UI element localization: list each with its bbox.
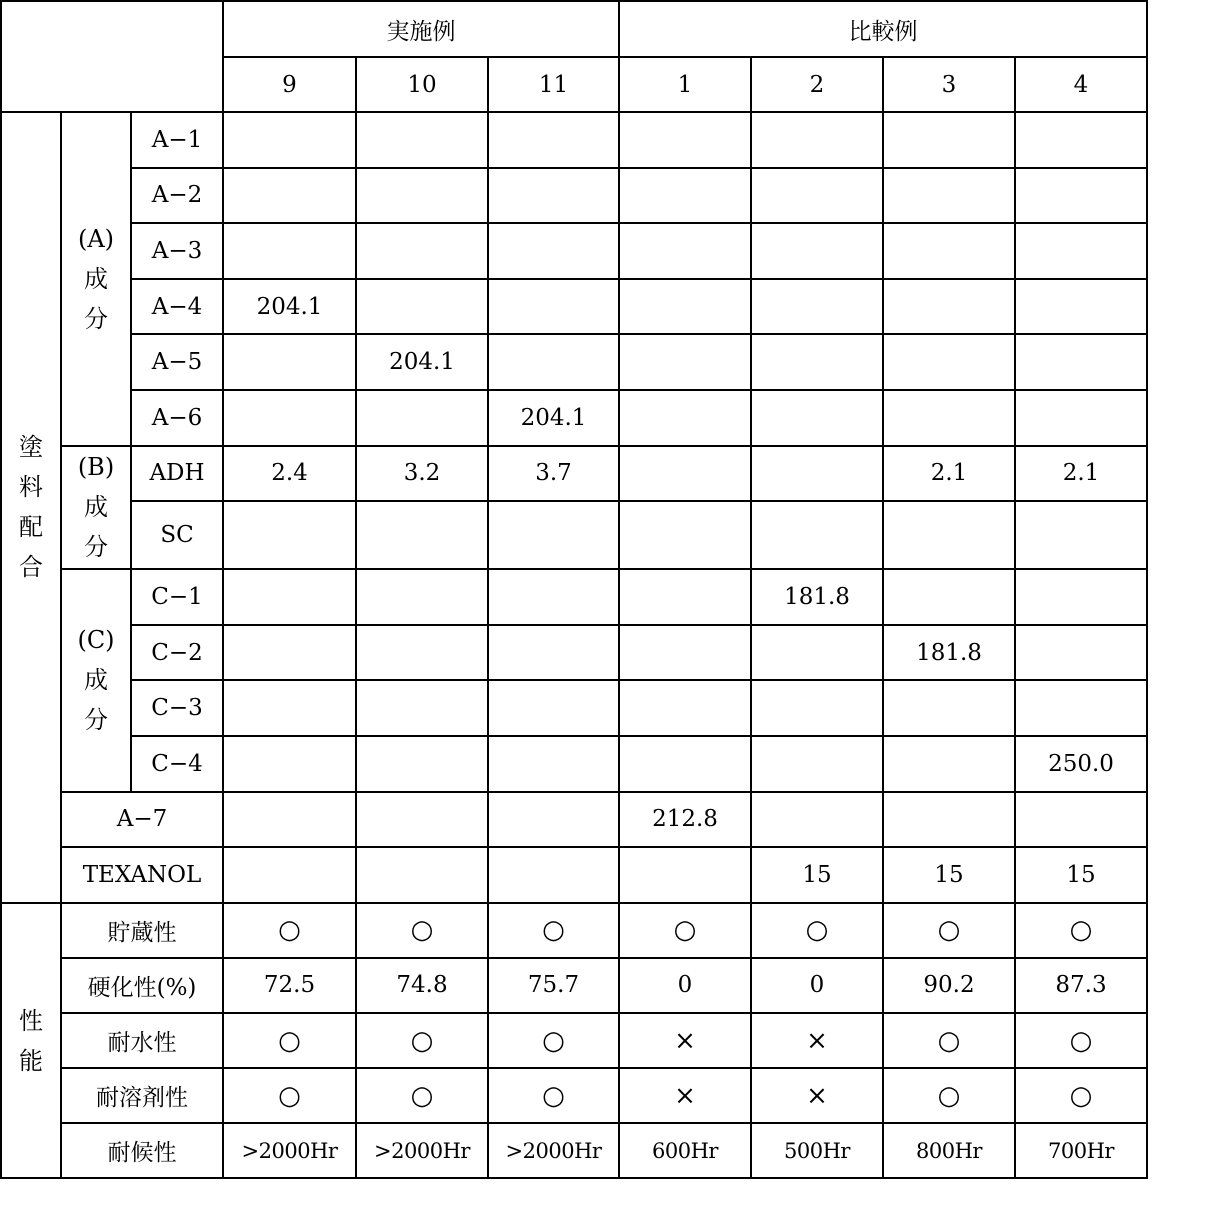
table-row	[1, 1013, 1147, 1068]
table-cell	[488, 334, 619, 390]
table-cell: ○	[883, 1013, 1015, 1068]
table-row	[1, 334, 1147, 390]
table-cell	[488, 112, 619, 168]
row-label: A−5	[131, 334, 223, 390]
table-row	[1, 1123, 1147, 1178]
row-label: C−2	[131, 625, 223, 681]
table-cell	[1015, 223, 1147, 279]
table-cell: ×	[619, 1068, 751, 1123]
table-cell	[488, 569, 619, 625]
table-row	[1, 903, 1147, 958]
row-label: A−1	[131, 112, 223, 168]
table-cell: ○	[223, 1013, 356, 1068]
table-cell	[223, 112, 356, 168]
table-cell	[751, 279, 883, 335]
table-cell: ○	[356, 1068, 488, 1123]
component-group-label: (B) 成 分	[61, 446, 131, 570]
table-cell: 87.3	[1015, 958, 1147, 1013]
table-row	[1, 223, 1147, 279]
table-cell	[1015, 569, 1147, 625]
table-cell	[619, 334, 751, 390]
column-header: 4	[1015, 57, 1147, 112]
table-cell	[883, 223, 1015, 279]
table-cell: 212.8	[619, 792, 751, 848]
table-cell	[223, 680, 356, 736]
table-cell: ○	[223, 903, 356, 958]
table-cell	[883, 279, 1015, 335]
table-cell: ○	[488, 1068, 619, 1123]
table-cell: 15	[1015, 847, 1147, 903]
table-cell	[1015, 501, 1147, 569]
table-cell: ○	[488, 1013, 619, 1068]
table-cell: 15	[883, 847, 1015, 903]
table-cell	[619, 569, 751, 625]
table-cell	[488, 680, 619, 736]
table-cell	[751, 112, 883, 168]
table-cell	[356, 501, 488, 569]
row-label: 耐溶剤性	[61, 1068, 223, 1123]
table-cell	[223, 792, 356, 848]
table-cell	[883, 112, 1015, 168]
table-cell	[883, 736, 1015, 792]
table-cell	[488, 792, 619, 848]
table-cell: 500Hr	[751, 1123, 883, 1178]
table-cell: ○	[1015, 1013, 1147, 1068]
row-label: A−6	[131, 390, 223, 446]
table-cell	[619, 501, 751, 569]
table-cell	[619, 168, 751, 224]
table-cell	[619, 736, 751, 792]
table-cell	[619, 847, 751, 903]
table-cell	[223, 390, 356, 446]
table-cell	[883, 792, 1015, 848]
component-group-label: (A) 成 分	[61, 112, 131, 446]
row-label: 耐水性	[61, 1013, 223, 1068]
table-cell	[751, 680, 883, 736]
table-cell	[223, 223, 356, 279]
table-row	[1, 736, 1147, 792]
table-cell: 90.2	[883, 958, 1015, 1013]
table-cell	[1015, 792, 1147, 848]
row-label: TEXANOL	[61, 847, 223, 903]
table-cell: 15	[751, 847, 883, 903]
table-cell: ○	[619, 903, 751, 958]
table-cell	[751, 736, 883, 792]
column-header: 9	[223, 57, 356, 112]
row-label: C−4	[131, 736, 223, 792]
table-row	[1, 112, 1147, 168]
table-cell: ○	[883, 1068, 1015, 1123]
table-cell: 250.0	[1015, 736, 1147, 792]
column-header: 3	[883, 57, 1015, 112]
table-cell: 600Hr	[619, 1123, 751, 1178]
table-cell: 181.8	[751, 569, 883, 625]
table-row	[1, 390, 1147, 446]
table-cell	[751, 390, 883, 446]
table-cell	[883, 569, 1015, 625]
table-cell: ○	[883, 903, 1015, 958]
table-cell: >2000Hr	[488, 1123, 619, 1178]
table-cell	[488, 625, 619, 681]
table-row	[1, 1068, 1147, 1123]
table-cell: 204.1	[223, 279, 356, 335]
header-comparative: 比較例	[619, 1, 1147, 57]
table-cell	[488, 223, 619, 279]
row-label: ADH	[131, 446, 223, 502]
table-cell	[751, 168, 883, 224]
table-cell	[488, 501, 619, 569]
table-cell	[751, 625, 883, 681]
table-cell: 3.7	[488, 446, 619, 502]
table-cell: 72.5	[223, 958, 356, 1013]
table-cell: 700Hr	[1015, 1123, 1147, 1178]
table-cell	[883, 501, 1015, 569]
table-cell	[1015, 279, 1147, 335]
table-cell: ×	[619, 1013, 751, 1068]
table-cell: 2.1	[883, 446, 1015, 502]
table-cell	[223, 569, 356, 625]
table-row	[1, 446, 1147, 502]
table-cell	[1015, 334, 1147, 390]
table-cell	[883, 168, 1015, 224]
table-cell	[1015, 390, 1147, 446]
row-label: A−3	[131, 223, 223, 279]
results-table	[0, 0, 1148, 1179]
table-cell	[751, 446, 883, 502]
column-header: 10	[356, 57, 488, 112]
table-cell: ○	[1015, 903, 1147, 958]
header-examples: 実施例	[223, 1, 619, 57]
table-cell	[619, 223, 751, 279]
table-row	[1, 279, 1147, 335]
table-cell	[619, 112, 751, 168]
table-cell	[356, 279, 488, 335]
table-row	[1, 501, 1147, 569]
table-cell	[488, 168, 619, 224]
table-cell: ○	[1015, 1068, 1147, 1123]
performance-label: 性 能	[1, 903, 61, 1179]
table-cell: 0	[751, 958, 883, 1013]
table-cell	[619, 625, 751, 681]
table-cell	[223, 736, 356, 792]
table-row	[1, 680, 1147, 736]
table-cell	[223, 847, 356, 903]
table-row	[1, 847, 1147, 903]
table-cell: ○	[356, 1013, 488, 1068]
table-cell: 204.1	[356, 334, 488, 390]
formulation-label: 塗 料 配 合	[1, 112, 61, 903]
table-cell	[883, 680, 1015, 736]
table-cell	[356, 680, 488, 736]
table-cell	[356, 792, 488, 848]
corner-cell	[1, 1, 223, 112]
table-cell	[223, 501, 356, 569]
table-cell	[488, 279, 619, 335]
table-cell: >2000Hr	[223, 1123, 356, 1178]
row-label: C−1	[131, 569, 223, 625]
table-cell	[356, 390, 488, 446]
table-cell	[356, 168, 488, 224]
table-cell: 75.7	[488, 958, 619, 1013]
table-cell	[223, 625, 356, 681]
table-cell	[751, 792, 883, 848]
row-label: 耐候性	[61, 1123, 223, 1178]
table-cell	[223, 334, 356, 390]
table-cell	[356, 112, 488, 168]
table-cell: ○	[356, 903, 488, 958]
table-cell	[1015, 680, 1147, 736]
table-cell	[751, 223, 883, 279]
table-cell	[619, 390, 751, 446]
table-cell: 800Hr	[883, 1123, 1015, 1178]
table-row	[1, 1, 1147, 57]
table-cell: 2.1	[1015, 446, 1147, 502]
table-row	[1, 625, 1147, 681]
table-cell	[883, 334, 1015, 390]
table-cell	[619, 446, 751, 502]
table-cell	[619, 279, 751, 335]
table-cell: 0	[619, 958, 751, 1013]
table-cell	[488, 736, 619, 792]
component-group-label: (C) 成 分	[61, 569, 131, 791]
table-cell	[751, 334, 883, 390]
table-cell: ○	[751, 903, 883, 958]
table-cell	[356, 569, 488, 625]
column-header: 11	[488, 57, 619, 112]
row-label: 貯蔵性	[61, 903, 223, 958]
table-cell	[223, 168, 356, 224]
table-row	[1, 792, 1147, 848]
row-label: A−4	[131, 279, 223, 335]
table-cell: >2000Hr	[356, 1123, 488, 1178]
table-cell	[1015, 625, 1147, 681]
row-label: A−7	[61, 792, 223, 848]
table-cell	[751, 501, 883, 569]
table-row	[1, 569, 1147, 625]
table-cell: ×	[751, 1068, 883, 1123]
table-cell: ○	[223, 1068, 356, 1123]
row-label: A−2	[131, 168, 223, 224]
row-label: C−3	[131, 680, 223, 736]
column-header: 2	[751, 57, 883, 112]
table-cell: 3.2	[356, 446, 488, 502]
table-cell: 204.1	[488, 390, 619, 446]
table-cell: ×	[751, 1013, 883, 1068]
column-header: 1	[619, 57, 751, 112]
table-cell: ○	[488, 903, 619, 958]
table-cell	[356, 223, 488, 279]
row-label: 硬化性(%)	[61, 958, 223, 1013]
table-row	[1, 958, 1147, 1013]
table-cell	[488, 847, 619, 903]
table-cell	[356, 736, 488, 792]
table-cell: 181.8	[883, 625, 1015, 681]
table-cell	[1015, 112, 1147, 168]
table-cell	[883, 390, 1015, 446]
row-label: SC	[131, 501, 223, 569]
table-cell	[619, 680, 751, 736]
table-cell: 74.8	[356, 958, 488, 1013]
table-cell: 2.4	[223, 446, 356, 502]
table-cell	[356, 625, 488, 681]
table-cell	[1015, 168, 1147, 224]
table-row	[1, 168, 1147, 224]
table-cell	[356, 847, 488, 903]
